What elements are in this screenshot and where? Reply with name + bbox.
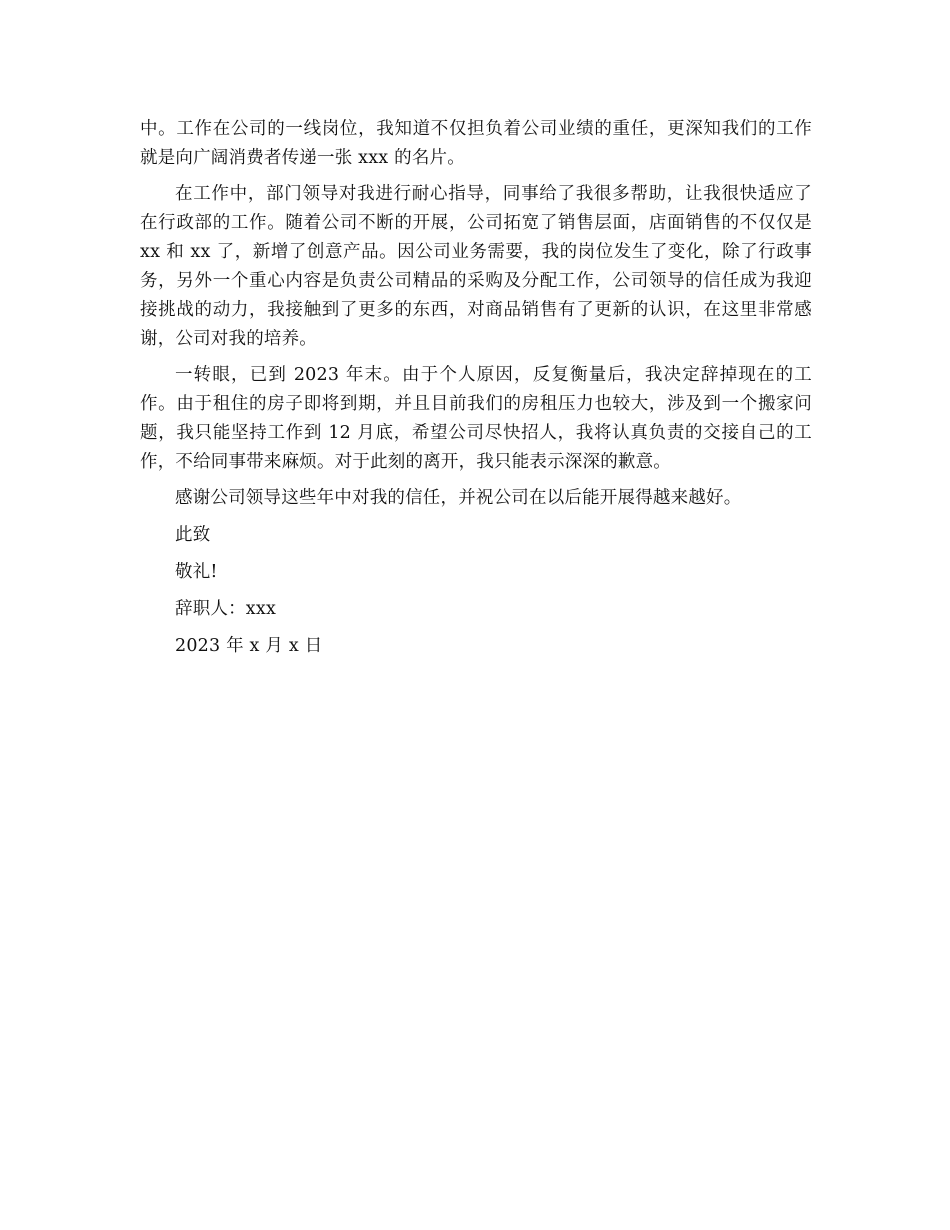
paragraph-3: 一转眼，已到 2023 年末。由于个人原因，反复衡量后，我决定辞掉现在的工作。由于租住的房子即将到期，并且目前我们的房租压力也较大，涉及到一个搬家问题，我只能坚持工作到 12 月底，希望公司尽快招人，我将认真负责的交接自己的工作，不给同事带来麻烦。对于此刻的离开，我只能表示深深的歉意。 [140, 365, 812, 472]
letter-body [140, 115, 812, 661]
paragraph-1: 中。工作在公司的一线岗位，我知道不仅担负着公司业绩的重任，更深知我们的工作就是向广阔消费者传递一张 xxx 的名片。 [140, 119, 812, 168]
closing-regards: 敬礼! [175, 562, 218, 582]
paragraph-4: 感谢公司领导这些年中对我的信任，并祝公司在以后能开展得越来越好。 [175, 488, 742, 508]
signer-name: 辞职人：xxx [175, 599, 277, 619]
closing-salutation: 此致 [175, 525, 211, 545]
signature-date: 2023 年 x 月 x 日 [175, 636, 323, 656]
paragraph-2: 在工作中，部门领导对我进行耐心指导，同事给了我很多帮助，让我很快适应了在行政部的工作。随着公司不断的开展，公司拓宽了销售层面，店面销售的不仅仅是 xx 和 xx 了，新增了创意产品。因公司业务需要，我的岗位发生了变化，除了行政事务，另外一个重心内容是负责公司精品的采购及分配工作，公司领导的信任成为我迎接挑战的动力，我接触到了更多的东西，对商品销售有了更新的认识，在这里非常感谢，公司对我的培养。 [140, 184, 812, 349]
